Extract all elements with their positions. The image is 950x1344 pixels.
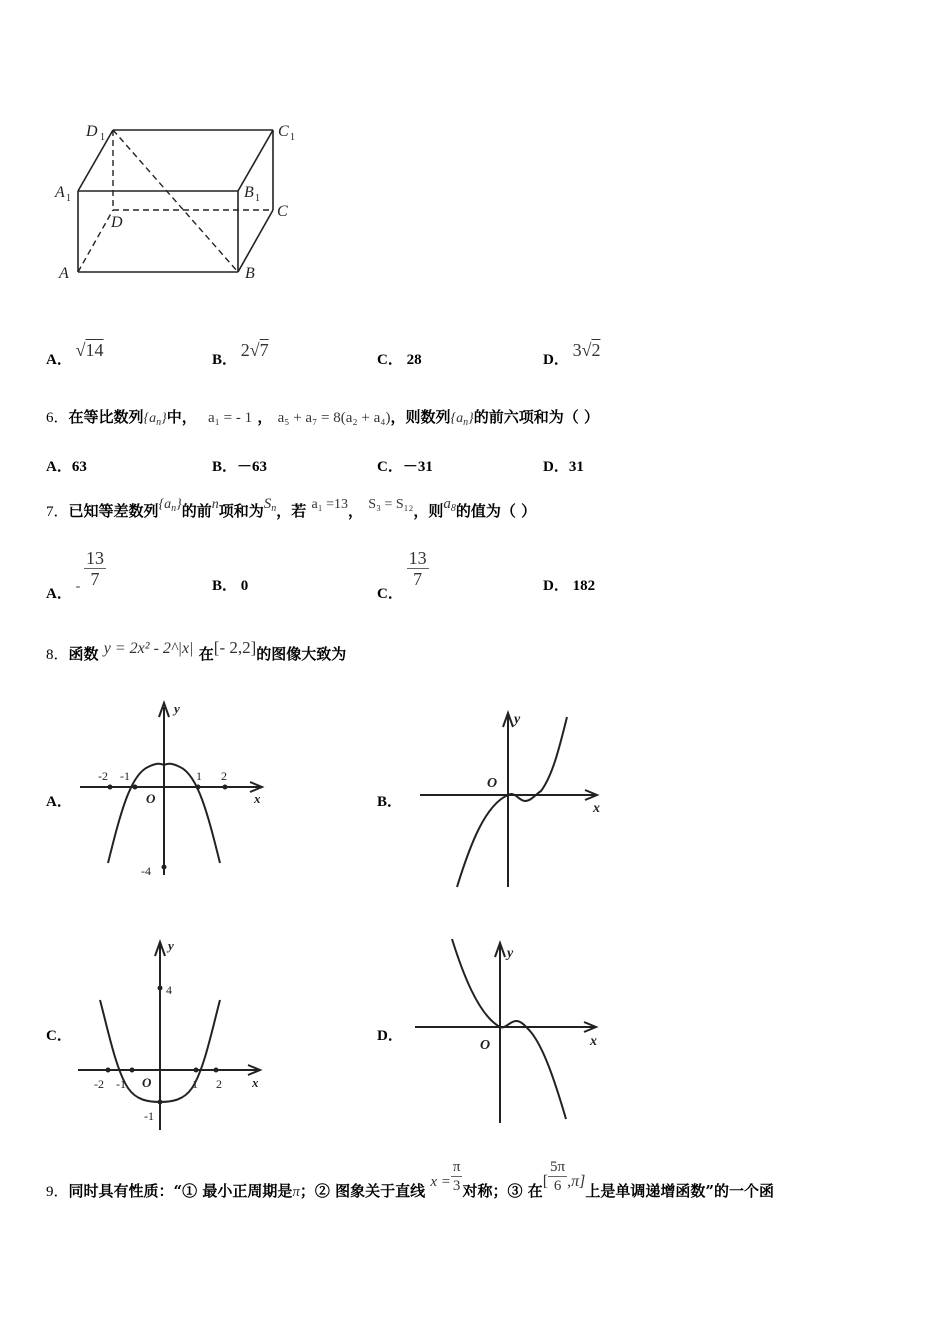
label-c1: C: [278, 123, 289, 140]
svg-text:1: 1: [192, 1077, 198, 1091]
q8-option-a[interactable]: A．: [46, 794, 72, 810]
question-7: 7．已知等差数列$\{a_n\}$的前n项和为$S_n$，若 a₁ =13， S₃ = S₁₂，则$a_8$的值为（ ）: [46, 496, 537, 520]
svg-text:x: x: [593, 801, 600, 816]
label-c: C: [277, 203, 288, 220]
svg-text:2: 2: [221, 769, 227, 783]
graph-a: [70, 695, 280, 885]
q6-option-a[interactable]: A．63: [46, 459, 87, 475]
q5-option-a[interactable]: A． √14: [46, 340, 104, 368]
svg-text:O: O: [146, 791, 156, 806]
question-9: 9．同时具有性质：“① 最小正周期是π；② 图象关于直线 x = $\frac{\pi}{3}$ 对称；③ 在[ $\frac{5\pi}{6}$ ,π]上是单调递增函数”的一个函: [46, 1159, 774, 1200]
graph-d: [410, 935, 610, 1125]
q7-option-d[interactable]: D． 182: [543, 578, 596, 594]
svg-text:O: O: [142, 1075, 152, 1090]
svg-text:y: y: [168, 938, 174, 953]
graph-b: [415, 705, 615, 890]
svg-text:x: x: [590, 1034, 597, 1049]
svg-text:1: 1: [100, 132, 105, 143]
svg-text:y: y: [507, 946, 514, 961]
svg-text:-2: -2: [98, 769, 108, 783]
q7-option-b[interactable]: B． 0: [212, 578, 249, 594]
svg-text:x: x: [252, 1075, 259, 1090]
cuboid-figure: [45, 110, 305, 310]
svg-text:2: 2: [216, 1077, 222, 1091]
svg-text:-2: -2: [94, 1077, 104, 1091]
svg-text:1: 1: [290, 132, 295, 143]
label-a1: A: [55, 184, 65, 201]
q7-option-a[interactable]: A． - $\frac{13}{7}$: [46, 548, 105, 602]
q8-option-d[interactable]: D．: [377, 1028, 403, 1044]
label-d: D: [111, 214, 123, 231]
question-6: 6．在等比数列$\{a_n\}$中， a₁ = - 1 ， a₅ + a₇ = 8(a₂ + a₄)，则数列$\{a_n\}$的前六项和为（ ）: [46, 408, 599, 428]
q8-option-b[interactable]: B．: [377, 794, 403, 810]
svg-text:1: 1: [255, 193, 260, 204]
label-b1: B: [244, 184, 254, 201]
svg-text:O: O: [487, 776, 498, 791]
svg-text:4: 4: [166, 983, 172, 997]
svg-text:-4: -4: [141, 864, 151, 878]
svg-text:y: y: [514, 712, 521, 727]
label-b: B: [245, 265, 255, 282]
q8-option-c[interactable]: C．: [46, 1028, 72, 1044]
q6-option-b[interactable]: B．－63: [212, 459, 268, 475]
q5-option-c[interactable]: C． 28: [377, 352, 422, 368]
q5-option-b[interactable]: B． 2√7: [212, 340, 269, 368]
svg-text:y: y: [174, 701, 180, 716]
svg-text:1: 1: [196, 769, 202, 783]
svg-text:x: x: [254, 791, 261, 806]
q7-option-c[interactable]: C． $\frac{13}{7}$: [377, 548, 427, 602]
label-d1: D: [86, 123, 98, 140]
svg-text:1: 1: [66, 193, 71, 204]
q6-option-d[interactable]: D．31: [543, 459, 584, 475]
graph-c: [70, 930, 280, 1135]
svg-text:-1: -1: [116, 1077, 126, 1091]
question-8: 8．函数 y = 2x² - 2^|x| 在[- 2,2]的图像大致为: [46, 638, 347, 663]
svg-text:-1: -1: [144, 1109, 154, 1123]
svg-text:O: O: [480, 1038, 491, 1053]
q5-option-d[interactable]: D． 3√2: [543, 340, 601, 368]
q6-option-c[interactable]: C．－31: [377, 459, 433, 475]
label-a: A: [59, 265, 69, 282]
svg-text:-1: -1: [120, 769, 130, 783]
